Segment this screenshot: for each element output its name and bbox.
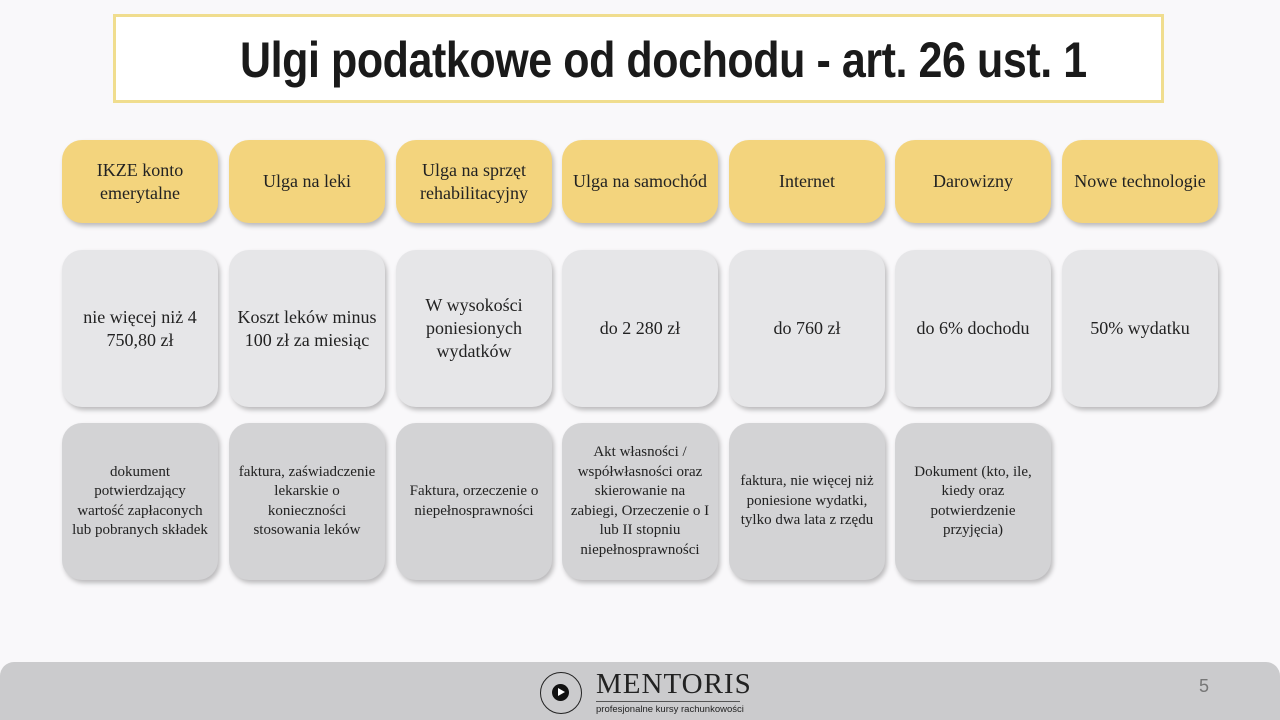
slide-title-box [113,14,1164,103]
document-cell: Faktura, orzeczenie o niepełnosprawności [396,423,552,580]
brand-divider [596,701,740,702]
document-cell: dokument potwierdzający wartość zapłaconych lub pobranych składek [62,423,218,580]
brand-tagline: profesjonalne kursy rachunkowości [596,704,744,715]
limit-cell: do 2 280 zł [562,250,718,407]
limit-cell: 50% wydatku [1062,250,1218,407]
limit-cell: do 760 zł [729,250,885,407]
document-cell: Akt własności / współwłasności oraz skierowanie na zabiegi, Orzeczenie o I lub II stopniu niepełnosprawności [562,423,718,580]
limit-cell: nie więcej niż 4 750,80 zł [62,250,218,407]
header-cell: Ulga na leki [229,140,385,223]
header-cell: IKZE konto emerytalne [62,140,218,223]
limit-cell: do 6% dochodu [895,250,1051,407]
limit-cell: Koszt leków minus 100 zł za miesiąc [229,250,385,407]
document-cell: Dokument (kto, ile, kiedy oraz potwierdzenie przyjęcia) [895,423,1051,580]
document-cell: faktura, nie więcej niż poniesione wydatki, tylko dwa lata z rzędu [729,423,885,580]
document-cell: faktura, zaświadczenie lekarskie o konieczności stosowania leków [229,423,385,580]
limit-cell: W wysokości poniesionych wydatków [396,250,552,407]
play-logo-icon [540,672,582,714]
header-cell: Internet [729,140,885,223]
slide-title: Ulgi podatkowe od dochodu - art. 26 ust. 1 [240,32,1087,88]
header-cell: Darowizny [895,140,1051,223]
header-cell: Ulga na sprzęt rehabilitacyjny [396,140,552,223]
header-cell: Ulga na samochód [562,140,718,223]
page-number: 5 [1199,676,1210,696]
header-cell: Nowe technologie [1062,140,1218,223]
brand-name: MENTORIS [596,668,752,700]
